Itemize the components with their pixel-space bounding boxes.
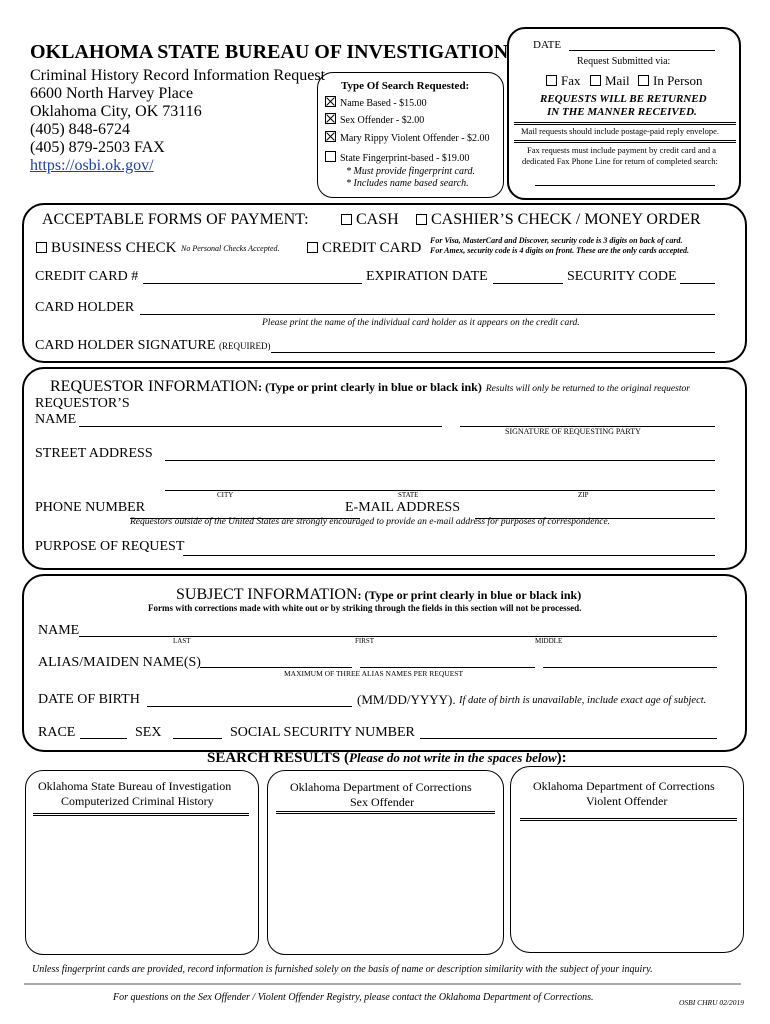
payment-heading: ACCEPTABLE FORMS OF PAYMENT: <box>42 211 309 228</box>
street-address-label: STREET ADDRESS <box>35 446 153 461</box>
alias-field-2[interactable] <box>360 667 535 668</box>
state-caption: STATE <box>398 491 419 499</box>
mail-requests-note: Mail requests should include postage-paid reply envelope. <box>521 126 720 136</box>
subject-heading: SUBJECT INFORMATION: (Type or print clearly in blue or black ink) <box>176 586 582 603</box>
alias-field-1[interactable] <box>200 667 352 668</box>
requestor-name-label-2: NAME <box>35 412 77 427</box>
search-option-name-based[interactable]: Name Based - $15.00 <box>325 96 427 109</box>
ssn-field[interactable] <box>420 738 717 739</box>
divider <box>276 811 495 814</box>
checkbox-icon[interactable] <box>36 242 47 253</box>
checkbox-icon[interactable] <box>546 75 557 86</box>
sex-field[interactable] <box>173 738 222 739</box>
date-field[interactable] <box>569 50 715 51</box>
checkbox-checked-icon[interactable] <box>325 96 336 107</box>
subject-name-label: NAME <box>38 623 80 638</box>
alias-label: ALIAS/MAIDEN NAME(S) <box>38 655 201 670</box>
card-holder-label: CARD HOLDER <box>35 300 135 315</box>
divider <box>514 122 736 125</box>
city-state-zip-field[interactable] <box>165 490 715 491</box>
expiration-label: EXPIRATION DATE <box>366 269 488 284</box>
results-box-violent-offender-title-1: Oklahoma Department of Corrections <box>533 779 715 793</box>
results-box-osbi-title-2: Computerized Criminal History <box>61 794 214 808</box>
search-type-heading: Type Of Search Requested: <box>341 80 470 92</box>
zip-caption: ZIP <box>578 491 589 499</box>
card-holder-signature-field[interactable] <box>271 352 715 353</box>
sex-label: SEX <box>135 725 162 740</box>
dob-label: DATE OF BIRTH <box>38 692 140 707</box>
name-based-note: * Includes name based search. <box>346 178 469 189</box>
cc-number-label: CREDIT CARD # <box>35 269 139 284</box>
website-link[interactable]: https://osbi.ok.gov/ <box>30 157 154 174</box>
results-box-osbi-title-1: Oklahoma State Bureau of Investigation <box>38 779 232 793</box>
cc-number-field[interactable] <box>143 283 362 284</box>
race-label: RACE <box>38 725 76 740</box>
returned-notice-line-2: IN THE MANNER RECEIVED. <box>547 106 697 118</box>
fax-phone-line-field[interactable] <box>535 185 715 186</box>
checkbox-checked-icon[interactable] <box>325 131 336 142</box>
divider <box>33 813 249 816</box>
requestor-name-label-1: REQUESTOR’S <box>35 396 130 411</box>
checkbox-icon[interactable] <box>325 151 336 162</box>
alias-caption: MAXIMUM OF THREE ALIAS NAMES PER REQUEST <box>284 669 464 678</box>
submitted-mail-option[interactable]: Mail <box>590 74 630 88</box>
requestor-heading: REQUESTOR INFORMATION: (Type or print clearly in blue or black ink) Results will only be returned to the original requestor <box>50 378 690 395</box>
cc-security-note-2: For Amex, security code is 4 digits on front. These are the only cards accepted. <box>430 246 690 255</box>
address-line-1: 6600 North Harvey Place <box>30 85 194 102</box>
submitted-in-person-option[interactable]: In Person <box>638 74 702 88</box>
phone-number: (405) 848-6724 <box>30 121 130 138</box>
alias-field-3[interactable] <box>543 667 717 668</box>
search-option-fingerprint[interactable]: State Fingerprint-based - $19.00 <box>325 151 469 164</box>
signature-label: CARD HOLDER SIGNATURE (REQUIRED) <box>35 338 271 353</box>
dob-field[interactable] <box>147 706 352 707</box>
middle-caption: MIDDLE <box>535 637 563 645</box>
cashiers-check-option[interactable]: CASHIER’S CHECK / MONEY ORDER <box>416 211 701 229</box>
search-option-violent-offender[interactable]: Mary Rippy Violent Offender - $2.00 <box>325 131 490 144</box>
checkbox-icon[interactable] <box>341 214 352 225</box>
search-option-sex-offender[interactable]: Sex Offender - $2.00 <box>325 113 424 126</box>
form-subtitle: Criminal History Record Information Request <box>30 67 326 84</box>
checkbox-checked-icon[interactable] <box>325 113 336 124</box>
credit-card-option[interactable]: CREDIT CARD <box>307 240 421 257</box>
search-results-heading: SEARCH RESULTS (Please do not write in the spaces below): <box>207 750 567 766</box>
checkbox-icon[interactable] <box>638 75 649 86</box>
expiration-field[interactable] <box>493 283 563 284</box>
checkbox-icon[interactable] <box>590 75 601 86</box>
city-caption: CITY <box>217 491 234 499</box>
purpose-label: PURPOSE OF REQUEST <box>35 539 185 554</box>
results-box-sex-offender-title-1: Oklahoma Department of Corrections <box>290 780 472 794</box>
disclaimer: Unless fingerprint cards are provided, record information is furnished solely on the basis of name or description similarity with the subject of your inquiry. <box>32 964 653 975</box>
address-line-2: Oklahoma City, OK 73116 <box>30 103 202 120</box>
security-code-label: SECURITY CODE <box>567 269 677 284</box>
form-id: OSBI CHRU 02/2019 <box>679 998 744 1007</box>
dob-note: If date of birth is unavailable, include exact age of subject. <box>459 695 707 706</box>
results-box-sex-offender-title-2: Sex Offender <box>350 795 415 809</box>
date-label: DATE <box>533 39 562 51</box>
returned-notice-line-1: REQUESTS WILL BE RETURNED <box>540 93 707 105</box>
security-code-field[interactable] <box>680 283 715 284</box>
race-field[interactable] <box>80 738 127 739</box>
outside-us-note: Requestors outside of the United States are strongly encouraged to provide an e-mail address for purposes of correspondence. <box>130 517 611 527</box>
questions-note: For questions on the Sex Offender / Violent Offender Registry, please contact the Oklahoma Department of Corrections. <box>113 992 594 1003</box>
requestor-name-field[interactable] <box>79 426 442 427</box>
first-caption: FIRST <box>355 637 375 645</box>
fax-number: (405) 879-2503 FAX <box>30 139 165 156</box>
cash-option[interactable]: CASH <box>341 211 399 229</box>
phone-number-label: PHONE NUMBER <box>35 500 146 515</box>
footer-divider <box>24 983 741 985</box>
checkbox-icon[interactable] <box>307 242 318 253</box>
submitted-fax-option[interactable]: Fax <box>546 74 581 88</box>
fingerprint-note: * Must provide fingerprint card. <box>346 166 475 177</box>
page-title: OKLAHOMA STATE BUREAU OF INVESTIGATION <box>30 41 509 63</box>
business-check-option[interactable]: BUSINESS CHECK <box>36 240 176 257</box>
purpose-field[interactable] <box>183 555 715 556</box>
fax-requests-note-1: Fax requests must include payment by credit card and a <box>527 145 717 155</box>
results-box-violent-offender-title-2: Violent Offender <box>586 794 668 808</box>
last-caption: LAST <box>173 637 191 645</box>
cc-security-note-1: For Visa, MasterCard and Discover, security code is 3 digits on back of card. <box>430 236 683 245</box>
checkbox-icon[interactable] <box>416 214 427 225</box>
street-address-field[interactable] <box>165 460 715 461</box>
no-personal-checks-note: No Personal Checks Accepted. <box>181 244 280 253</box>
signature-caption: SIGNATURE OF REQUESTING PARTY <box>505 427 641 436</box>
fax-requests-note-2: dedicated Fax Phone Line for return of completed search: <box>522 156 718 166</box>
divider <box>520 818 737 821</box>
card-holder-note: Please print the name of the individual card holder as it appears on the credit card. <box>262 318 580 328</box>
ssn-label: SOCIAL SECURITY NUMBER <box>230 725 415 740</box>
email-label: E-MAIL ADDRESS <box>345 500 460 515</box>
corrections-warning: Forms with corrections made with white out or by striking through the fields in this section will not be processed. <box>148 603 582 613</box>
card-holder-field[interactable] <box>140 314 715 315</box>
dob-format: (MM/DD/YYYY). <box>357 692 456 707</box>
submitted-via-label: Request Submitted via: <box>577 56 671 67</box>
divider <box>514 140 736 143</box>
